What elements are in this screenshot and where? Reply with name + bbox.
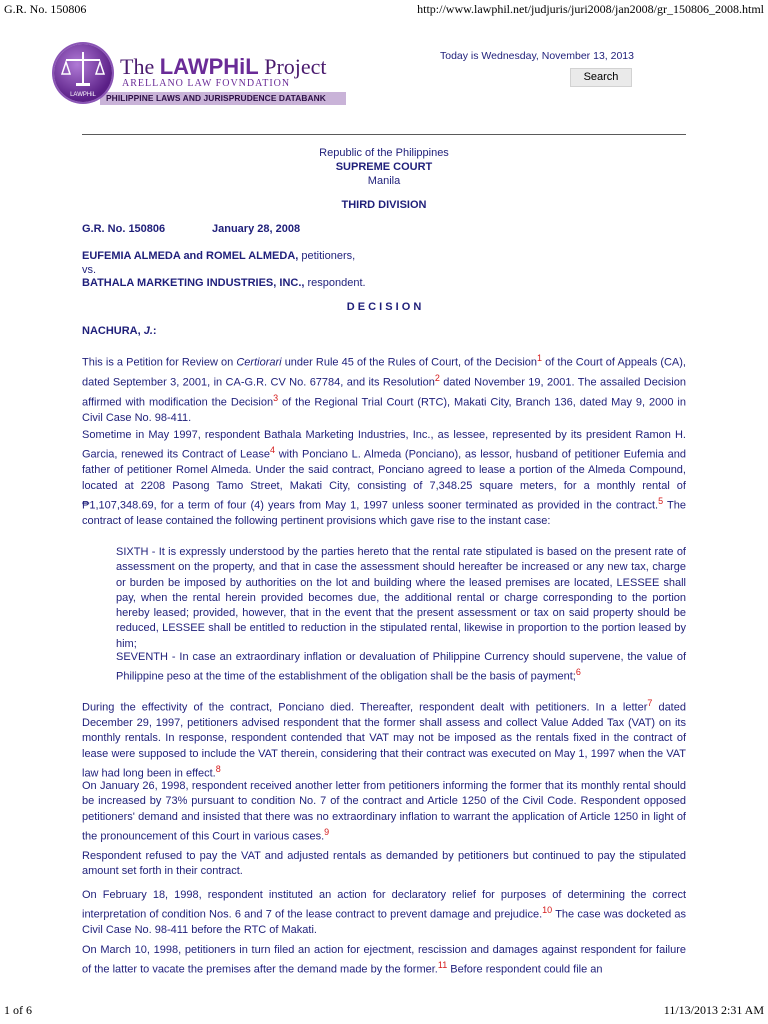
quote-seventh: SEVENTH - In case an extraordinary inflation or devaluation of Philippine Currency should supervene, the value of Philippine peso at the time of the establishment of the obligation shall be the basis of payment;$^6$ [116,651,686,683]
republic-line: Republic of the Philippines [319,147,449,159]
ponente: NACHURA, J.: [82,325,157,337]
lawphil-logo[interactable] [54,44,352,110]
quote-sixth: SIXTH - It is expressly understood by the parties hereto that the rental rate stipulated is based on the present rate of assessment on the property, and that in case the assessment should hereafter be increased or any new tax, charge or burden be imposed by authorities on the lot and building where the leased premises are located, LESSEE shall pay, when the rental herein provided becomes due, the additional rental or charge corresponding to the portion hereby leased; provided, however, that in the event that the present assessment or tax on said property should be reduced, LESSEE shall be entitled to reduction in the stipulated rental, likewise in proportion to the portion leased by him; [116,546,686,650]
footnote-1[interactable]: 1 [537,353,543,363]
footnote-10[interactable]: 10 [542,905,553,916]
decision-date: January 28, 2008 [212,223,301,235]
versus: vs. [82,264,97,276]
paragraph-1: This is a Petition for Review on Certiorari under Rule 45 of the Rules of Court, of the Decision$^1$ of the Court of Appeals (CA), dated September 3, 2001, in CA-G.R. CV No. 67784, and its Resolution$^2$ dated November 19, 2001. The assailed Decision affirmed with modification the Decision$^3$ of the Regional Trial Court (RTC), Makati City, Branch 136, dated May 9, 2000 in Civil Case No. 98-411. [82,353,686,424]
footnote-11[interactable]: 11 [437,960,448,971]
footnote-2[interactable]: 2 [434,372,440,383]
print-timestamp: 11/13/2013 2:31 AM [663,1003,764,1017]
today-date: Today is Wednesday, November 13, 2013 [440,50,634,62]
footnote-9[interactable]: 9 [324,826,330,837]
paragraph-4: On January 26, 1998, respondent received another letter from petitioners informing the former that its monthly rental should be increased by 73% pursuant to condition No. 7 of the contract and Article 1250 of the Civil Code. Respondent opposed petitioners' demand and insisted that there was no extraordinary inflation to warrant the application of Article 1250 in light of the pronouncement of this Court in various cases.$^9$ [82,780,686,843]
decision-heading: D E C I S I O N [346,301,422,313]
print-footer [0,1004,768,1024]
petitioners-line: EUFEMIA ALMEDA and ROMEL ALMEDA, petitioners, [82,250,356,262]
site-subtitle: ARELLANO LAW FOVNDATION [122,78,291,89]
paragraph-3: During the effectivity of the contract, Ponciano died. Thereafter, respondent dealt with petitioners. In a letter$^7$ dated December 29, 1997, petitioners advised respondent that the former shall assess and collect Value Added Tax (VAT) on its monthly rentals. In response, respondent contended that VAT may not be imposed as the rentals fixed in the contract of lease were supposed to include the VAT therein, considering that their contract was executed on May 1, 1997 when the VAT law had long been in effect.$^8$ [82,698,686,780]
footnote-8[interactable]: 8 [215,763,221,774]
court-city: Manila [367,175,401,187]
logo-band-text: PHILIPPINE LAWS AND JURISPRUDENCE DATABANK [106,93,326,103]
print-header [0,0,768,16]
footnote-3[interactable]: 3 [273,392,279,403]
search-button[interactable]: Search [570,68,632,87]
respondent-line: BATHALA MARKETING INDUSTRIES, INC., respondent. [82,277,366,289]
paragraph-7: On March 10, 1998, petitioners in turn filed an action for ejectment, rescission and damages against respondent for failure of the latter to vacate the premises after the demand made by the former.$^{11}$ Before respondent could file an [82,944,686,976]
footnote-6[interactable]: 6 [575,667,581,678]
header-divider [82,134,686,135]
logo-band [100,92,346,105]
site-title: The LAWPHiL Project [120,54,327,79]
court-name: SUPREME COURT [335,161,433,173]
page-count: 1 of 6 [4,1003,32,1017]
footnote-4[interactable]: 4 [270,445,276,456]
footnote-7[interactable]: 7 [647,698,653,708]
print-header-url: http://www.lawphil.net/judjuris/juri2008/jan2008/gr_150806_2008.html [417,2,764,16]
division: THIRD DIVISION [341,199,427,211]
gr-number: G.R. No. 150806 [82,223,166,235]
paragraph-6: On February 18, 1998, respondent instituted an action for declaratory relief for purposes of determining the correct interpretation of condition Nos. 6 and 7 of the lease contract to prevent damage and prejudice.$^{10}$ The case was docketed as Civil Case No. 98-411 before the RTC of Makati. [82,889,686,937]
paragraph-5: Respondent refused to pay the VAT and adjusted rentals as demanded by petitioners but continued to pay the stipulated amount set forth in their contract. [82,850,686,878]
scales-of-justice-icon [54,44,112,102]
footnote-5[interactable]: 5 [658,495,664,506]
logo-mark-text: LAWPHiL [70,92,96,98]
paragraph-2: Sometime in May 1997, respondent Bathala Marketing Industries, Inc., as lessee, represented by its president Ramon H. Garcia, renewed its Contract of Lease$^4$ with Ponciano L. Almeda (Ponciano), as lessor, husband of petitioner Eufemia and father of petitioner Romel Almeda. Under the said contract, Ponciano agreed to lease a portion of the Almeda Compound, located at 2208 Pasong Tamo Street, Makati City, consisting of 7,348.25 square meters, for a monthly rental of ₱1,107,348.69, for a term of four (4) years from May 1, 1997 unless sooner terminated as provided in the contract.$^5$ The contract of lease contained the following pertinent provisions which gave rise to the instant case: [82,429,687,527]
print-header-title: G.R. No. 150806 [4,2,87,16]
